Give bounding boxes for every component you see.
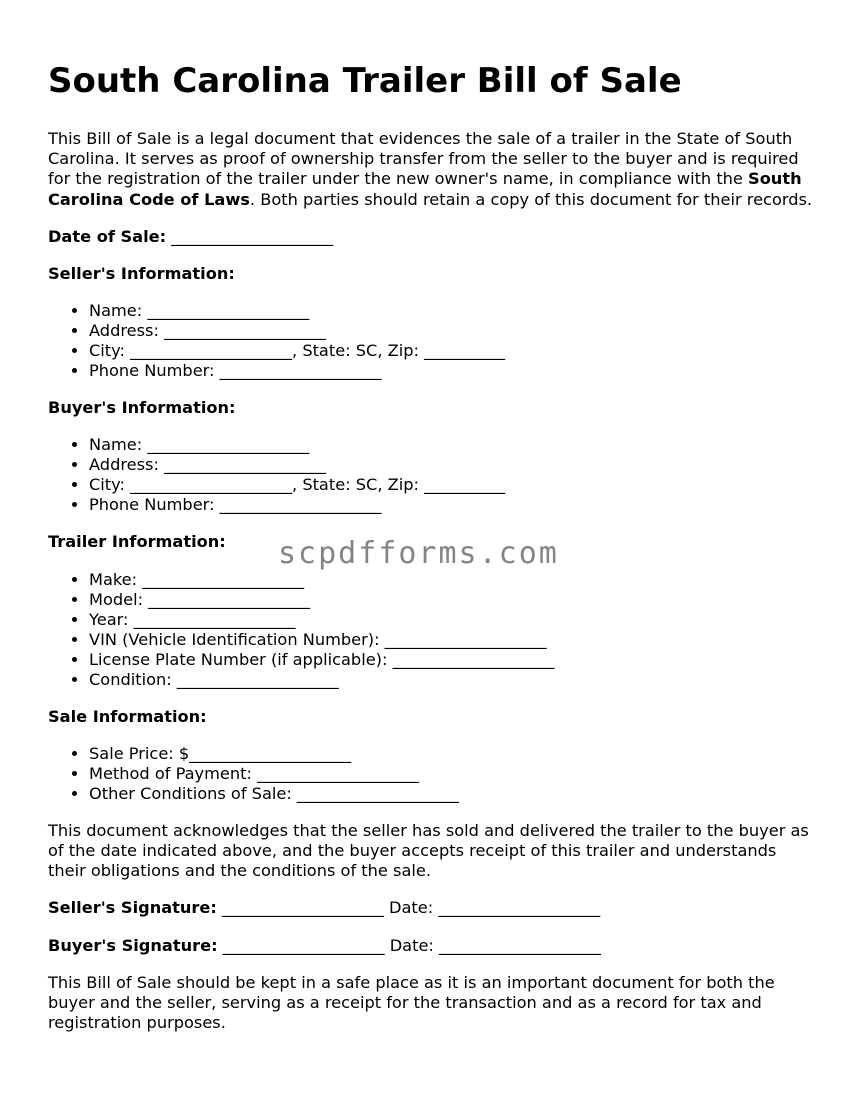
buyer-signature-blanks: ____________________ Date: ____________________ [217, 935, 601, 955]
sale-price-field: • Sale Price: $____________________ [89, 744, 818, 764]
buyer-signature-label: Buyer's Signature: [48, 935, 218, 955]
seller-signature-line [48, 898, 818, 918]
intro-text-end: . Both parties should retain a copy of this document for their records. [249, 189, 813, 209]
seller-city-field: • City: ____________________, State: SC, Zip: __________ [89, 341, 818, 361]
sale-info-list [48, 744, 818, 804]
document-title: South Carolina Trailer Bill of Sale [48, 61, 682, 101]
other-conditions-field: • Other Conditions of Sale: ____________________ [89, 784, 818, 804]
buyer-city-field: • City: ____________________, State: SC, Zip: __________ [89, 475, 818, 495]
date-of-sale-label: Date of Sale: [48, 226, 167, 246]
trailer-make-field: • Make: ____________________ [89, 570, 818, 590]
seller-signature-label: Seller's Signature: [48, 898, 217, 918]
payment-method-field: • Method of Payment: ____________________ [89, 764, 818, 784]
sale-info-heading: Sale Information: [48, 706, 207, 726]
date-of-sale-blank: ____________________ [166, 226, 334, 246]
trailer-model-field: • Model: ____________________ [89, 590, 818, 610]
date-of-sale-line [48, 227, 818, 247]
trailer-vin-field: • VIN (Vehicle Identification Number): ____________________ [89, 630, 818, 650]
seller-info-list [48, 301, 818, 381]
trailer-year-field: • Year: ____________________ [89, 610, 818, 630]
seller-address-field: • Address: ____________________ [89, 321, 818, 341]
intro-text-start: This Bill of Sale is a legal document that evidences the sale of a trailer in the State of South Carolina. It serves as proof of ownership transfer from the seller to the buyer and is required for the registration of the trailer under the new owner's name, in compliance with the [48, 129, 799, 189]
trailer-info-heading: Trailer Information: [48, 532, 226, 552]
buyer-address-field: • Address: ____________________ [89, 455, 818, 475]
buyer-name-field: • Name: ____________________ [89, 435, 818, 455]
buyer-phone-field: • Phone Number: ____________________ [89, 495, 818, 515]
buyer-info-heading: Buyer's Information: [48, 398, 236, 418]
trailer-plate-field: • License Plate Number (if applicable): ____________________ [89, 650, 818, 670]
seller-phone-field: • Phone Number: ____________________ [89, 361, 818, 381]
acknowledgment-paragraph: This document acknowledges that the seller has sold and delivered the trailer to the buyer as of the date indicated above, and the buyer accepts receipt of this trailer and understands their obligations and the conditions of the sale. [48, 820, 809, 881]
seller-name-field: • Name: ____________________ [89, 301, 818, 321]
seller-signature-blanks: ____________________ Date: ____________________ [216, 898, 601, 918]
seller-info-heading: Seller's Information: [48, 264, 235, 284]
buyer-info-list [48, 435, 818, 515]
trailer-condition-field: • Condition: ____________________ [89, 670, 818, 690]
buyer-signature-line [48, 936, 818, 956]
trailer-info-list [48, 570, 818, 690]
intro-paragraph [48, 129, 818, 210]
closing-paragraph: This Bill of Sale should be kept in a safe place as it is an important document for both the buyer and the seller, serving as a receipt for the transaction and as a record for tax and registration purposes. [48, 972, 775, 1033]
site-watermark: scpdfforms.com [278, 536, 559, 571]
intro-code-of-laws: South Carolina Code of Laws [48, 169, 802, 209]
